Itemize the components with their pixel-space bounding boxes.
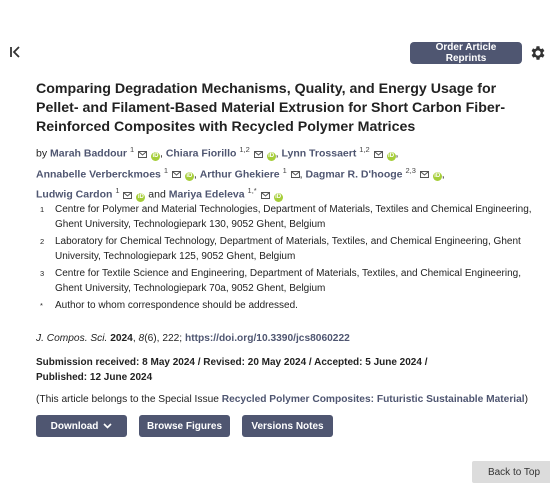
special-issue-suffix: )	[524, 394, 529, 405]
mail-icon[interactable]	[138, 148, 147, 163]
orcid-icon[interactable]: iD	[434, 173, 441, 180]
citation-year: 2024	[110, 333, 133, 344]
author-affil-sup: 1	[129, 145, 135, 154]
affiliation-number: 2	[40, 237, 45, 246]
special-issue-link[interactable]: Recycled Polymer Composites: Futuristic Sustainable Material	[221, 394, 525, 405]
article-dates	[36, 355, 456, 385]
affiliation-text: Centre for Polymer and Material Technologies, Department of Materials, Textiles and Chemical Engineering, Ghent University, Technologiepark 130, 9052 Ghent, Belgium	[55, 204, 532, 230]
citation-volume: 8	[138, 333, 145, 344]
affiliation-text: Author to whom correspondence should be addressed.	[55, 300, 298, 311]
journal-name: J. Compos. Sci.	[36, 333, 108, 344]
citation: J. Compos. Sci. 2024, 8(6), 222; https://doi.org/10.3390/jcs8060222	[36, 333, 350, 344]
orcid-icon[interactable]: iD	[137, 193, 144, 200]
affiliation-number: 3	[40, 269, 45, 278]
orcid-icon[interactable]: iD	[152, 152, 159, 159]
order-reprints-button[interactable]: Order Article Reprints	[410, 42, 522, 64]
gear-icon[interactable]	[529, 44, 547, 62]
affiliation-item	[36, 234, 536, 264]
by-label: by	[36, 147, 48, 160]
author-affil-sup: 1	[163, 165, 168, 175]
orcid-icon[interactable]: iD	[388, 152, 395, 159]
author-affil-sup: 1,2	[359, 145, 370, 154]
author-link[interactable]: Marah Baddour	[50, 147, 128, 160]
special-issue-note	[36, 394, 528, 405]
orcid-icon[interactable]: iD	[275, 193, 282, 200]
download-label: Download	[50, 420, 99, 432]
affiliation-text: Laboratory for Chemical Technology, Department of Materials, Textiles, and Chemical Engineering, Ghent University, Technologiepark 125, 9052 Ghent, Belgium	[55, 236, 521, 262]
mail-icon[interactable]	[291, 168, 300, 183]
author-affil-sup: 1	[115, 186, 120, 196]
mail-icon[interactable]	[420, 168, 429, 183]
affiliation-text: Centre for Textile Science and Engineering, Department of Materials, Textiles, and Chemical Engineering, Ghent University, Technologiepark 70a, 9052 Ghent, Belgium	[55, 268, 521, 294]
article-title: Comparing Degradation Mechanisms, Quality, and Energy Usage for Pellet- and Filament-Based Material Extrusion for Short Carbon Fiber-Reinforced Composites with Recycled Polymer Matrices	[36, 81, 506, 135]
chevron-down-icon	[103, 423, 112, 429]
author-affil-sup: 1	[282, 165, 287, 175]
author-affil-sup: 1,*	[247, 186, 257, 196]
mail-icon[interactable]	[254, 148, 263, 163]
doi-link[interactable]: https://doi.org/10.3390/jcs8060222	[185, 333, 350, 344]
mail-icon[interactable]	[172, 168, 181, 183]
affiliation-item	[36, 202, 536, 232]
mail-icon[interactable]	[374, 148, 383, 163]
author-affil-sup: 2,3	[405, 165, 416, 175]
dates-line: Submission received: 8 May 2024 / Revised: 20 May 2024 / Accepted: 5 June 2024 /	[36, 357, 428, 368]
versions-notes-button[interactable]: Versions Notes	[242, 415, 333, 437]
download-button[interactable]	[36, 415, 127, 437]
and-label: and	[148, 188, 166, 201]
affiliation-item	[36, 298, 536, 313]
orcid-icon[interactable]: iD	[268, 152, 275, 159]
author-link[interactable]: Arthur Ghekiere	[199, 168, 280, 181]
affiliation-number: 1	[40, 205, 45, 214]
author-link[interactable]: Chiara Fiorillo	[165, 147, 237, 160]
orcid-icon[interactable]: iD	[186, 173, 193, 180]
affiliation-item	[36, 266, 536, 296]
special-issue-prefix: (This article belongs to the Special Issue	[36, 394, 222, 405]
author-link[interactable]: Mariya Edeleva	[168, 188, 245, 201]
author-link[interactable]: Dagmar R. D'hooge	[305, 168, 403, 181]
browse-figures-button[interactable]: Browse Figures	[139, 415, 230, 437]
affiliation-list	[36, 202, 536, 315]
author-link[interactable]: Ludwig Cardon	[36, 188, 113, 201]
author-link[interactable]: Annabelle Verberckmoes	[36, 168, 161, 181]
published-date: Published: 12 June 2024	[36, 372, 153, 383]
author-link[interactable]: Lynn Trossaert	[281, 147, 357, 160]
affiliation-number: *	[40, 301, 43, 310]
citation-rest: (6), 222;	[144, 333, 183, 344]
author-list: by Marah Baddour $^1$ iD , Chiara Fiorillo $^{1,2}$ iD , Lynn Trossaert $^{1,2}$ iD , Annabelle Verberckmoes $^1$ iD , Arthur Ghekiere $^1$ , Dagmar R. D'hooge $^{2,3}$ iD , Ludwig Cardon $^1$ iD and Mariya Edeleva $^{1,*}$ iD	[36, 142, 536, 204]
author-affil-sup: 1,2	[239, 145, 250, 154]
back-to-top-button[interactable]: Back to Top	[472, 461, 550, 483]
collapse-left-icon[interactable]	[8, 44, 24, 60]
